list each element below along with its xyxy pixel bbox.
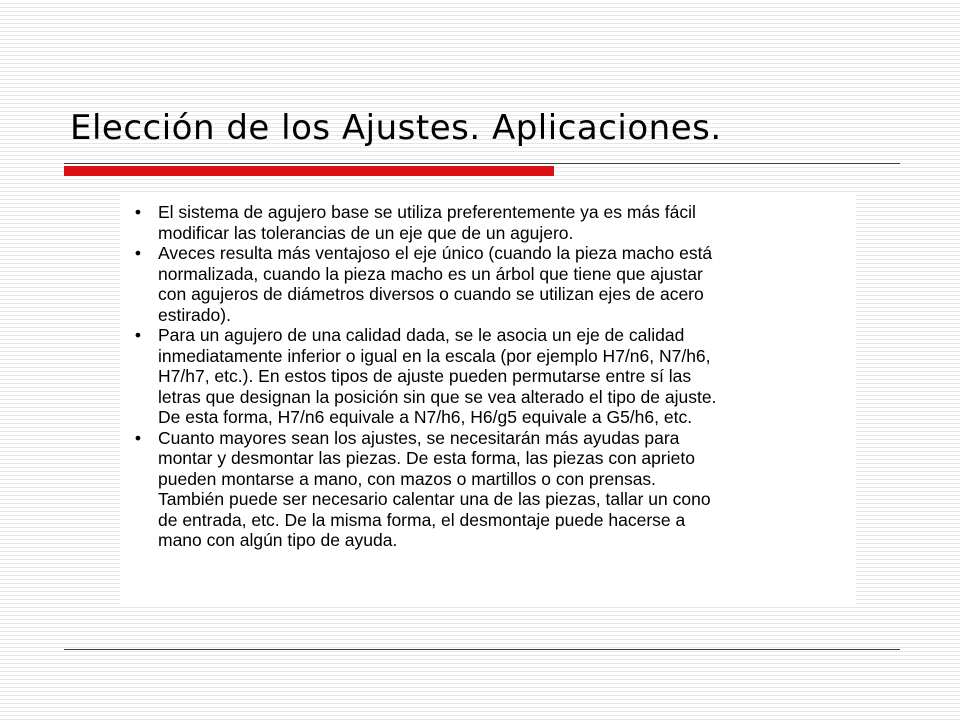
bullet-dot: •: [134, 427, 142, 448]
content-box: [120, 192, 856, 604]
bullet-item: [130, 325, 846, 428]
bullet-text-line: modificar las tolerancias de un eje que de un agujero.: [158, 222, 574, 243]
bullet-item: [130, 428, 846, 551]
title-accent-bar: [64, 166, 554, 176]
bullet-text-line: pueden montarse a mano, con mazos o martillos o con prensas.: [158, 468, 657, 489]
slide-title: Elección de los Ajustes. Aplicaciones.: [70, 108, 722, 148]
bullet-text-line: Para un agujero de una calidad dada, se le asocia un eje de calidad: [158, 325, 685, 345]
bullet-dot: •: [134, 243, 142, 263]
bullet-text-line: estirado).: [158, 304, 231, 325]
bullet-text-line: mano con algún tipo de ayuda.: [158, 530, 398, 550]
bullet-text-line: de entrada, etc. De la misma forma, el desmontaje puede hacerse a: [158, 509, 686, 530]
bullet-text-line: normalizada, cuando la pieza macho es un árbol que tiene que ajustar: [158, 263, 703, 284]
bullet-text-line: También puede ser necesario calentar una de las piezas, tallar un cono: [158, 489, 711, 509]
footer-line: [64, 649, 900, 650]
bullet-text-line: letras que designan la posición sin que se vea alterado el tipo de ajuste.: [158, 386, 717, 407]
bullet-item: [130, 243, 846, 325]
bullet-list: [130, 202, 846, 551]
bullet-text-line: con agujeros de diámetros diversos o cuando se utilizan ejes de acero: [158, 284, 704, 304]
bullet-text-line: H7/h7, etc.). En estos tipos de ajuste pueden permutarse entre sí las: [158, 366, 692, 386]
bullet-item: [130, 202, 846, 243]
bullet-text-line: montar y desmontar las piezas. De esta forma, las piezas con aprieto: [158, 448, 695, 468]
bullet-text-line: De esta forma, H7/n6 equivale a N7/h6, H6/g5 equivale a G5/h6, etc.: [158, 407, 693, 427]
bullet-text-line: Aveces resulta más ventajoso el eje único (cuando la pieza macho está: [158, 243, 713, 263]
bullet-dot: •: [134, 325, 142, 345]
title-underline: [64, 163, 900, 164]
bullet-dot: •: [134, 202, 142, 222]
bullet-text-line: inmediatamente inferior o igual en la escala (por ejemplo H7/n6, N7/h6,: [158, 345, 711, 366]
bullet-text-line: Cuanto mayores sean los ajustes, se necesitarán más ayudas para: [158, 427, 680, 448]
bullet-text-line: El sistema de agujero base se utiliza preferentemente ya es más fácil: [158, 202, 696, 222]
